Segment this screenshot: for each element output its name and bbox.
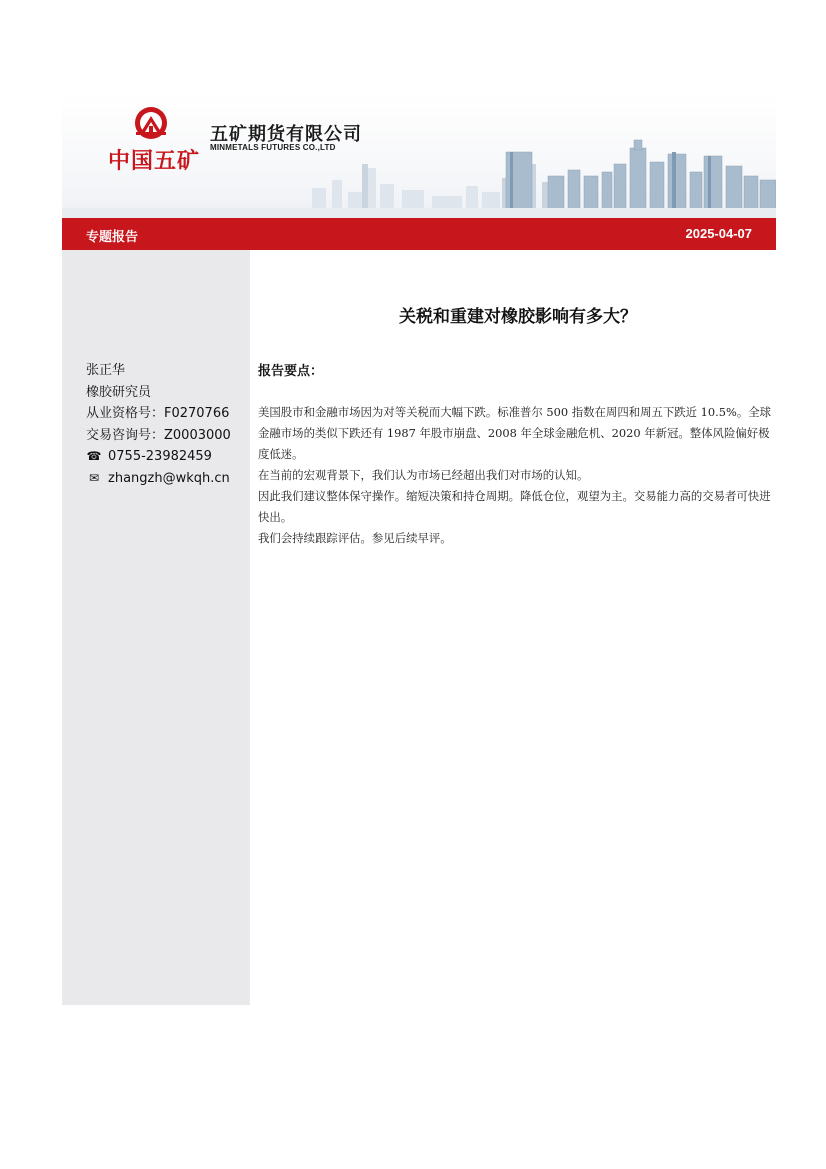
company-name-cn: 五矿期货有限公司	[210, 124, 362, 145]
author-name: 张正华	[86, 363, 126, 378]
author-qualification: 从业资格号：F0270766	[86, 406, 230, 421]
report-type-label: 专题报告	[86, 230, 139, 245]
author-phone: 0755-23982459	[108, 449, 212, 464]
author-role: 橡胶研究员	[86, 384, 152, 400]
key-points-heading: 报告要点：	[258, 364, 324, 379]
company-name-en: MINMETALS FUTURES CO.,LTD	[210, 143, 336, 152]
phone-icon: ☎	[86, 449, 102, 463]
china-minmetals-logo-text: 中国五矿	[108, 149, 201, 174]
author-email-row	[86, 468, 231, 490]
key-point-paragraph: 我们会持续跟踪评估。参见后续早评。	[258, 531, 452, 545]
author-phone-row	[86, 446, 231, 468]
header-banner	[62, 92, 776, 218]
author-email[interactable]: zhangzh@wkqh.cn	[108, 470, 230, 486]
key-point-paragraph: 美国股市和金融市场因为对等关税而大幅下跌。标准普尔 500 指数在周四和周五下跌近 10.5%。全球金融市场的类似下跌还有 1987 年股市崩盘、2008 年全球金融危机、2020 年新冠。整体风险偏好极度低迷。	[258, 405, 772, 461]
author-info	[86, 360, 231, 489]
email-icon: ✉	[88, 470, 100, 485]
minmetals-emblem-logo	[132, 106, 170, 142]
author-consult-number: 交易咨询号：Z0003000	[86, 427, 231, 443]
report-type-bar	[62, 218, 776, 250]
report-title: 关税和重建对橡胶影响有多大？	[399, 307, 637, 327]
author-sidebar	[62, 250, 250, 1005]
key-point-paragraph: 因此我们建议整体保守操作。缩短决策和持仓周期。降低仓位，观望为主。交易能力高的交易者可快进快出。	[258, 489, 771, 524]
key-points-body	[258, 402, 774, 549]
key-point-paragraph: 在当前的宏观背景下，我们认为市场已经超出我们对市场的认知。	[258, 468, 589, 482]
report-date: 2025-04-07	[685, 226, 752, 241]
